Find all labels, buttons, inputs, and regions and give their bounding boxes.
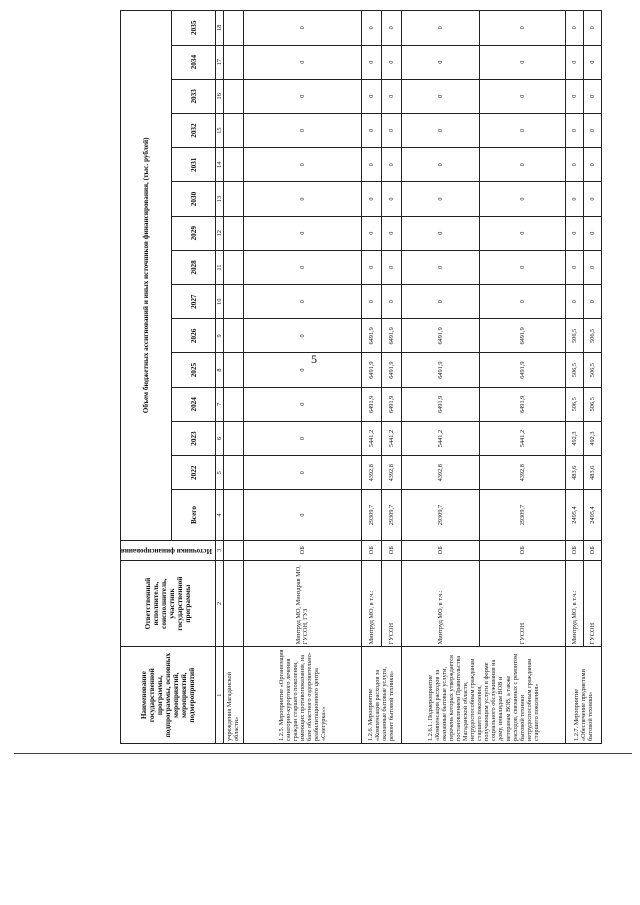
col-number: 8 <box>215 353 223 387</box>
table-row <box>381 11 401 744</box>
col-number: 2 <box>215 560 223 647</box>
cell-value: 0 <box>479 182 565 216</box>
cell-value: 0 <box>401 250 479 284</box>
cell-value: 506,5 <box>583 353 601 387</box>
cell-value: 0 <box>243 353 361 387</box>
cell-value: 0 <box>583 216 601 250</box>
cell-value: 6491,9 <box>479 353 565 387</box>
header-year: 2031 <box>172 148 215 182</box>
cell-value: 506,5 <box>583 319 601 353</box>
row-source: ОБ <box>401 540 479 560</box>
row-source: ОБ <box>381 540 401 560</box>
header-source: Источники финансирования <box>121 540 216 560</box>
cell-value: 0 <box>401 11 479 46</box>
col-number: 4 <box>215 490 223 540</box>
row-name: 1.2.6. Мероприятие «Компенсация расходов за оказанные бытовые услуги, ремонт бытовой техники» <box>361 647 401 744</box>
cell-value: 0 <box>381 216 401 250</box>
header-year: 2025 <box>172 353 215 387</box>
cell-value: 0 <box>361 148 381 182</box>
cell-value: 492,3 <box>583 421 601 455</box>
row-name: 1.2.6.1. Подмероприятие «Компенсация расходов за оказанные бытовые услуги, перечень которых утверждается постановлением Правительства Магаданской области, нетрудоспособным гражданам старшего поколения, получающим услуги в форме социального обслуживания на дому, инвалидам ВОВ и ветеранам ВОВ, а также расходов, связанных с ремонтом бытовой техники нетрудоспособным гражданам старшего поколения» <box>401 647 565 744</box>
cell-value: 0 <box>243 45 361 79</box>
cell-value: 506,5 <box>565 387 583 421</box>
table-row <box>243 11 361 744</box>
cell-value: 506,5 <box>565 353 583 387</box>
cell-value: 4392,8 <box>361 456 381 490</box>
header-name: Наименование государственной программы, подпрограммы, основных мероприятий, мероприятий, подмероприятий <box>121 647 216 744</box>
cell-value: 0 <box>401 45 479 79</box>
cell-value: 0 <box>401 113 479 147</box>
cell-value: 0 <box>243 319 361 353</box>
row-source: ОБ <box>583 540 601 560</box>
funding-table-frame <box>120 10 596 744</box>
row-name: учреждения Магаданской области» <box>223 647 243 744</box>
cell-value: 0 <box>565 182 583 216</box>
cell-value: 0 <box>565 79 583 113</box>
cell-value: 0 <box>565 216 583 250</box>
cell-value: 0 <box>243 456 361 490</box>
cell-value: 0 <box>243 113 361 147</box>
cell-value: 0 <box>361 216 381 250</box>
cell-value: 5441,2 <box>479 421 565 455</box>
col-number: 1 <box>215 647 223 744</box>
cell-value: 0 <box>381 79 401 113</box>
cell-value: 6491,9 <box>479 387 565 421</box>
cell-value: 4392,8 <box>479 456 565 490</box>
cell-value: 0 <box>243 421 361 455</box>
row-executor: Минтруд МО, в т.ч.: <box>565 560 583 647</box>
cell-value: 6491,9 <box>361 353 381 387</box>
col-number: 15 <box>215 113 223 147</box>
cell-value: 483,6 <box>565 456 583 490</box>
header-year: 2030 <box>172 182 215 216</box>
table-row <box>361 11 381 744</box>
cell-value: 6491,9 <box>361 319 381 353</box>
col-number: 7 <box>215 387 223 421</box>
cell-value: 0 <box>243 11 361 46</box>
cell-value: 2495,4 <box>565 490 583 540</box>
cell-value: 0 <box>361 79 381 113</box>
cell-value: 0 <box>583 182 601 216</box>
cell-value: 2495,4 <box>583 490 601 540</box>
row-source: ОБ <box>361 540 381 560</box>
row-name: 1.2.5. Мероприятие «Организация санаторно-курортного лечения граждан старшего поколения, имеющих противопоказания, на базе областного оздоровительно-реабилитационного центра «Снегурка»» <box>243 647 361 744</box>
row-executor: Минтруд МО, Минздрав МО, ГУСОН, ГУЗ <box>243 560 361 647</box>
page-divider <box>14 753 632 754</box>
cell-value: 0 <box>479 11 565 46</box>
header-year: 2028 <box>172 250 215 284</box>
header-year: 2022 <box>172 456 215 490</box>
cell-value: 6491,9 <box>381 387 401 421</box>
cell-value: 0 <box>479 79 565 113</box>
row-executor: Минтруд МО, в т.ч.: <box>401 560 479 647</box>
cell-value: 0 <box>565 250 583 284</box>
table-row <box>401 11 479 744</box>
col-number: 5 <box>215 456 223 490</box>
cell-value: 0 <box>401 148 479 182</box>
cell-value: 0 <box>479 250 565 284</box>
cell-value: 0 <box>381 148 401 182</box>
col-number: 16 <box>215 79 223 113</box>
page-number: 5 <box>311 352 317 366</box>
cell-value: 0 <box>401 285 479 319</box>
cell-value: 0 <box>243 148 361 182</box>
cell-value: 5441,2 <box>381 421 401 455</box>
header-funding: Объем бюджетных ассигнований и иных источников финансирования, (тыс. рублей) <box>121 11 172 541</box>
cell-value: 4392,8 <box>401 456 479 490</box>
header-total: Всего <box>172 490 215 540</box>
col-number: 14 <box>215 148 223 182</box>
cell-value: 0 <box>401 182 479 216</box>
cell-value: 0 <box>583 113 601 147</box>
table-row <box>479 11 565 744</box>
header-executor: Ответственный исполнитель, соисполнитель, участник государственной программы <box>121 560 216 647</box>
cell-value: 0 <box>243 182 361 216</box>
header-year: 2023 <box>172 421 215 455</box>
cell-value: 506,5 <box>565 319 583 353</box>
cell-value: 0 <box>479 148 565 182</box>
cell-value: 0 <box>361 45 381 79</box>
cell-value: 4392,8 <box>381 456 401 490</box>
row-name: 1.2.7. Мероприятие «Обеспечение предметами бытовой техники» <box>565 647 601 744</box>
cell-value: 0 <box>401 79 479 113</box>
col-number: 6 <box>215 421 223 455</box>
cell-value: 0 <box>243 387 361 421</box>
cell-value: 29309,7 <box>381 490 401 540</box>
cell-value: 0 <box>361 11 381 46</box>
cell-value: 5441,2 <box>401 421 479 455</box>
col-number: 11 <box>215 250 223 284</box>
cell-value: 0 <box>583 79 601 113</box>
header-year: 2026 <box>172 319 215 353</box>
cell-value: 0 <box>565 285 583 319</box>
cell-value: 0 <box>479 216 565 250</box>
cell-value: 6491,9 <box>401 387 479 421</box>
col-number: 12 <box>215 216 223 250</box>
cell-value: 0 <box>381 285 401 319</box>
col-number: 3 <box>215 540 223 560</box>
cell-value: 0 <box>401 216 479 250</box>
col-number: 9 <box>215 319 223 353</box>
header-year: 2034 <box>172 45 215 79</box>
cell-value: 0 <box>381 250 401 284</box>
cell-value: 0 <box>361 250 381 284</box>
col-number: 18 <box>215 11 223 46</box>
cell-value: 0 <box>565 113 583 147</box>
cell-value: 29309,7 <box>361 490 381 540</box>
cell-value: 0 <box>565 11 583 46</box>
cell-value: 0 <box>583 11 601 46</box>
cell-value: 0 <box>361 182 381 216</box>
header-year: 2027 <box>172 285 215 319</box>
cell-value: 6491,9 <box>361 387 381 421</box>
cell-value: 0 <box>583 285 601 319</box>
cell-value: 0 <box>243 250 361 284</box>
table-row <box>565 11 583 744</box>
cell-value: 0 <box>583 45 601 79</box>
cell-value: 0 <box>565 148 583 182</box>
col-number: 10 <box>215 285 223 319</box>
cell-value: 0 <box>243 285 361 319</box>
header-year: 2033 <box>172 79 215 113</box>
cell-value: 5441,2 <box>361 421 381 455</box>
col-number: 13 <box>215 182 223 216</box>
cell-value: 0 <box>479 285 565 319</box>
row-source: ОБ <box>243 540 361 560</box>
cell-value: 0 <box>479 45 565 79</box>
row-source: ОБ <box>479 540 565 560</box>
row-executor: ГУСОН <box>479 560 565 647</box>
header-year: 2029 <box>172 216 215 250</box>
cell-value: 0 <box>381 113 401 147</box>
cell-value: 0 <box>361 113 381 147</box>
cell-value: 0 <box>243 216 361 250</box>
cell-value: 6491,9 <box>381 353 401 387</box>
cell-value: 0 <box>381 182 401 216</box>
header-year: 2024 <box>172 387 215 421</box>
cell-value: 0 <box>583 250 601 284</box>
table-row <box>223 11 243 744</box>
row-executor: Минтруд МО, в т.ч.: <box>361 560 381 647</box>
row-executor: ГУСОН <box>583 560 601 647</box>
cell-value: 6491,9 <box>479 319 565 353</box>
cell-value: 0 <box>583 148 601 182</box>
cell-value: 6491,9 <box>401 319 479 353</box>
cell-value: 6491,9 <box>381 319 401 353</box>
cell-value: 0 <box>479 113 565 147</box>
cell-value: 492,3 <box>565 421 583 455</box>
cell-value: 6491,9 <box>401 353 479 387</box>
cell-value: 0 <box>361 285 381 319</box>
row-source: ОБ <box>565 540 583 560</box>
cell-value: 29309,7 <box>401 490 479 540</box>
cell-value: 0 <box>381 45 401 79</box>
cell-value: 0 <box>243 490 361 540</box>
cell-value: 29309,7 <box>479 490 565 540</box>
cell-value: 0 <box>565 45 583 79</box>
table-row <box>583 11 601 744</box>
row-executor: ГУСОН <box>381 560 401 647</box>
cell-value: 483,6 <box>583 456 601 490</box>
cell-value: 0 <box>243 79 361 113</box>
cell-value: 0 <box>381 11 401 46</box>
funding-table <box>120 10 602 744</box>
cell-value: 506,5 <box>583 387 601 421</box>
col-number: 17 <box>215 45 223 79</box>
header-year: 2032 <box>172 113 215 147</box>
header-year: 2035 <box>172 11 215 46</box>
